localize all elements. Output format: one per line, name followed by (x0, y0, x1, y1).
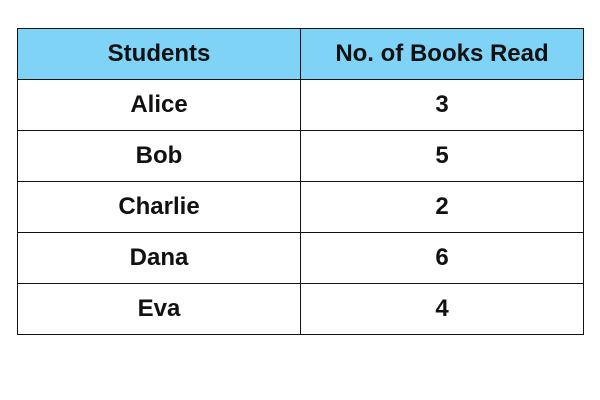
books-read-cell: 3 (301, 80, 584, 131)
student-name-cell: Charlie (18, 182, 301, 233)
books-table (17, 28, 584, 335)
books-read-cell: 6 (301, 233, 584, 284)
table-row (18, 233, 584, 284)
column-header-students: Students (18, 29, 301, 80)
column-header-books-read: No. of Books Read (301, 29, 584, 80)
books-read-cell: 2 (301, 182, 584, 233)
table-row (18, 284, 584, 335)
books-read-cell: 4 (301, 284, 584, 335)
table-row (18, 80, 584, 131)
student-name-cell: Bob (18, 131, 301, 182)
student-name-cell: Eva (18, 284, 301, 335)
student-name-cell: Alice (18, 80, 301, 131)
table-header-row (18, 29, 584, 80)
books-table-container (17, 28, 583, 335)
books-read-cell: 5 (301, 131, 584, 182)
table-row (18, 131, 584, 182)
table-row (18, 182, 584, 233)
student-name-cell: Dana (18, 233, 301, 284)
